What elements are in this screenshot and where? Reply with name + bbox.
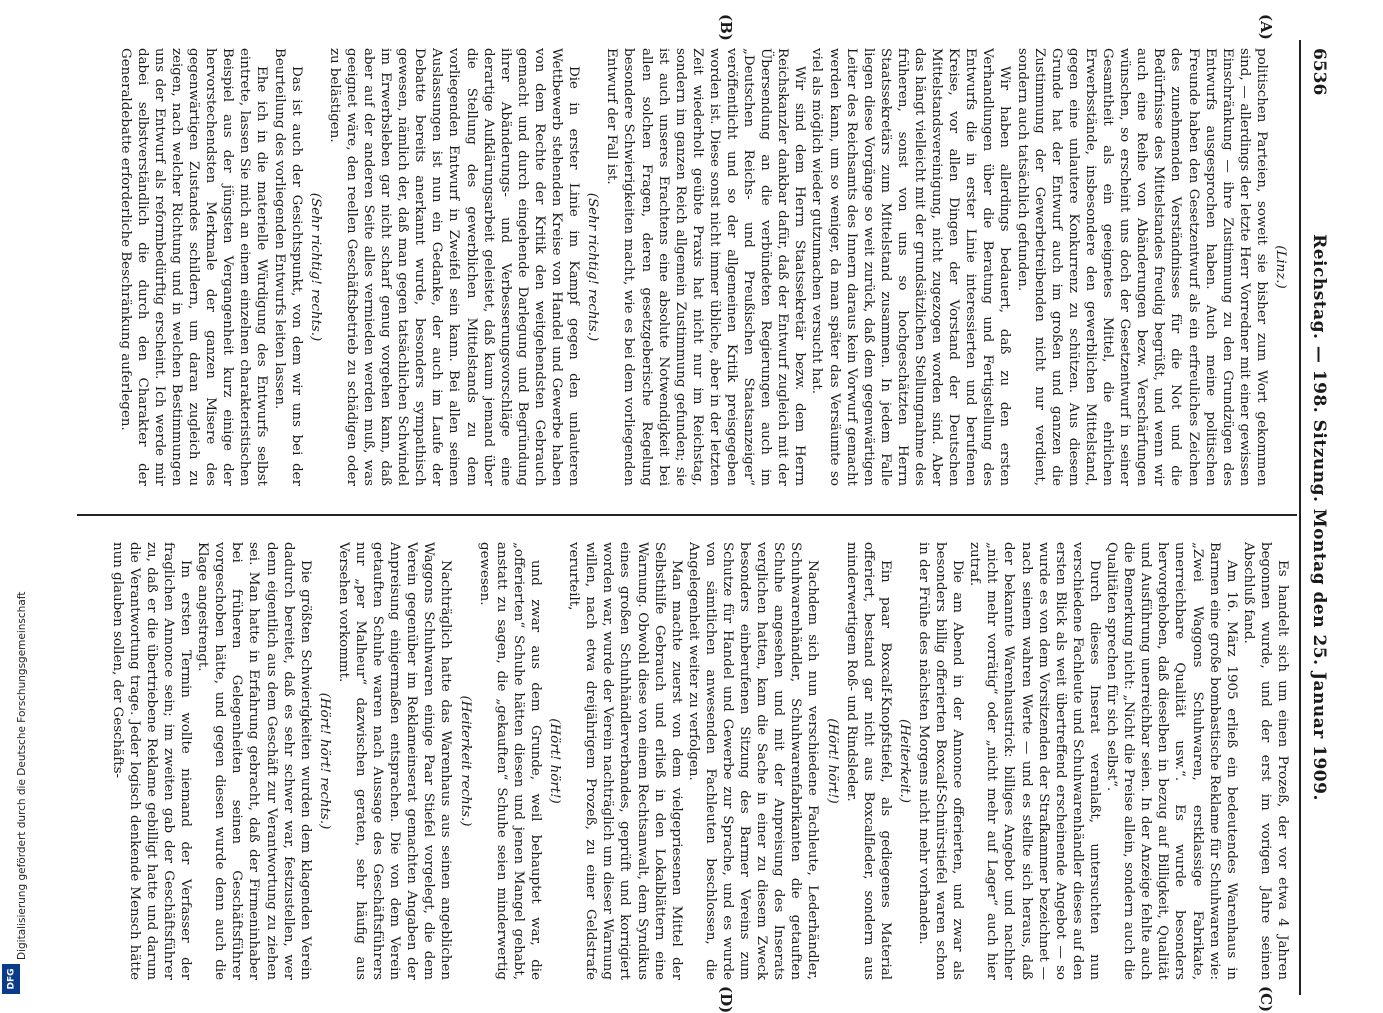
paragraph: Die größten Schwierigkeiten wurden dem klagenden Verein dadurch bereitet, daß es sehr schwer war, festzustellen, wer denn eigentlich aus dem Geschäft zur Verantwortung zu ziehen sei. Man hatte in Erfahrung gebracht, daß der Firmeninhaber bei früheren Gelegenheiten seinen Geschäftsführer vorgeschoben hätte, und gegen diesen wurde denn auch die Klage angestrengt. — [195, 542, 313, 980]
margin-letter-a: (A) — [1257, 14, 1275, 40]
interjection: (Hört! hört!) — [547, 718, 563, 804]
paragraph: Ein paar Boxcalf-Knopfstiefel, als gediegenes Material offeriert, bestand gar nicht aus Boxcalfleder, sondern aus minderwertigem Roß- und Rindsleder. — [843, 542, 893, 980]
margin-letter-b: (B) — [717, 14, 735, 41]
document-page — [65, 14, 1335, 1013]
interjection: (Heiterkeit rechts.) — [457, 695, 473, 827]
interjection: (Hört! hört!) — [824, 718, 840, 804]
paragraph: Nachdem sich nun verschiedene Fachleute, Lederhändler, Schuhwarenhändler, Schuhwarenfabrikanten die getauften Schuhe angesehen und mit der Anpreisung des Inserats verglichen hatten, kam die Sache in einer zu diesem Zweck besonders einberufenen Sitzung des Barmer Vereins zum Schutze für Handel und Gewerbe zur Sprache, und es wurde von sämtlichen anwesenden Fachleuten beschlossen, die Angelegenheit weiter zu verfolgen. — [685, 542, 821, 980]
paragraph: und zwar aus dem Grunde, weil behauptet war, die „offerierten“ Schuhe hätten diesen und jenen Mangel gehabt, anstatt zu sagen, die „gekauften“ Schuhe seien minderwertig gewesen. — [476, 542, 543, 980]
dfg-credit-text: Digitalisierung gefördert durch die Deutsche Forschungsgemeinschaft — [16, 591, 28, 960]
paragraph: Wir sind dem Herrn Staatssekretär bezw. dem Herrn Reichskanzler dankbar dafür, daß der Entwurf zugleich mit der Übersendung an die verbündeten Regierungen auch im „Deutschen Reichs- und Preußischen Staatsanzeiger“ veröffentlicht und so der allgemeinen Kritik preisgegeben worden ist. Diese sonst nicht immer übliche, aber in der letzten Zeit wiederholt geübte Praxis hat nicht nur im Reichstag, sondern im ganzen Reich allgemein Zustimmung gefunden; sie ist auch unseres Erachtens eine absolute Notwendigkeit bei allen solchen Fragen, deren gesetzgeberische Regelung besondere Schwierigkeiten macht, wie es bei dem vorliegenden Entwurf der Fall ist. — [604, 48, 808, 486]
left-column — [81, 48, 1291, 486]
paragraph: Nachträglich hatte das Warenhaus aus seinen angeblichen Waggons Schuhwaren einige Paar Stiefel vorgelegt, die dem Verein gegenüber im Reklameinserat gemachten Angaben der Anpreisung einigermaßen entsprachen. Die von dem Verein getauften Schuhe waren nach Aussage des Geschäftsführers nur „per Malheur“ dazwischen geraten, sehr häufig aus Versehen vorkommt. — [335, 542, 454, 980]
interjection: (Hört! hört! rechts.) — [316, 692, 332, 830]
paragraph: Wir haben allerdings bedauert, daß zu den ersten Verhandlungen über die Beratung und Fertigstellung des Entwurfs die in erster Linie interessierten und berufenen Kreise, vor allen Dingen der Vorstand der Deutschen Mittelstandsvereinigung, nicht zugezogen worden sind. Aber das hängt vielleicht mit der grundsätzlichen Stellungnahme des früheren, sonst von uns so hochgeschätzten Herrn Staatssekretärs zum Mittelstand zusammen. In jedem Falle liegen diese Vorgänge so weit zurück, daß dem gegenwärtigen Leiter des Reichsamts des Innern daraus kein Vorwurf gemacht werden kann, um so weniger, da man später das Versäumte so viel als möglich wieder gutzumachen versucht hat. — [809, 48, 1013, 486]
dfg-logo: DFG — [2, 964, 20, 994]
margin-letter-d: (D) — [717, 986, 735, 1013]
column-divider — [77, 514, 1297, 516]
paragraph: Die in erster Linie im Kampf gegen den unlauteren Wettbewerb stehenden Kreise von Handel und Gewerbe haben von dem Rechte der Kritik den weitgehendsten Gebrauch gemacht und durch eingehende Darlegung und Begründung ihrer Abänderungs- und Verbesserungsvorschläge eine derartige Aufklärungsarbeit geleistet, daß kaum jemand über die Stellung des gewerblichen Mittelstands zu dem vorliegenden Entwurf in Zweifel sein kann. Bei allen seinen Auslassungen ist nun ein Gedanke, der auch im Laufe der Debatte bereits anerkannt wurde, besonders sympathisch gewesen, nämlich der, daß man gegen tatsächlichen Schwindel im Erwerbsleben gar nicht scharf genug vorgehen kann, daß aber auf der anderen Seite alles vermieden werden muß, was geeignet wäre, den reellen Geschäftsbetrieb zu schädigen oder zu belästigen. — [326, 48, 582, 486]
interjection: (Heiterkeit.) — [896, 719, 912, 803]
paragraph: Am 16. März 1905 erließ ein bedeutendes Warenhaus in Barmen eine große bombastische Reklame für Schuhwaren wie: „Zwei Waggons Schuhwaren, erstklassige Fabrikate, unerreichbare Qualität usw.“. Es wurde besonders hervorgehoben, daß dieselben in bezug auf Billigkeit, Qualität und Ausführung unerreichbar seien. In der Anzeige fehlte auch die Bemerkung nicht: „Nicht die Preise allein, sondern auch die Qualitäten sprechen für sich selbst“. — [1104, 542, 1239, 980]
right-column — [81, 542, 1291, 980]
margin-letter-c: (C) — [1257, 986, 1275, 1013]
paragraph: Im ersten Termin wollte niemand der Verfasser der fraglichen Annonce sein; im zweiten gab der Geschäftsführer zu, daß er die übertriebene Reklame gebilligt hatte und darum die Verantwortung trage. Jeder logisch denkende Mensch hätte nun glauben sollen, der Geschäfts- — [109, 542, 194, 980]
paragraph: politischen Parteien, soweit sie bisher zum Wort gekommen sind, — allerdings der letzte Herr Vorredner mit einer gewissen Einschränkung — ihre Zustimmung zu den Grundzügen des Entwurfs ausgesprochen haben. Auch meine politischen Freunde haben den Gesetzentwurf als ein erfreuliches Zeichen des zunehmenden Verständnisses für die Not und die Bedürfnisse des Mittelstandes freudig begrüßt, und wenn wir auch eine Reihe von Abänderungen bezw. Verschärfungen wünschen, so erscheint uns doch der Gesetzentwurf in seiner Gesamtheit als ein geeignetes Mittel, die ehrlichen Erwerbsstände, insbesondere den gewerblichen Mittelstand, gegen eine unlautere Konkurrenz zu schützen. Aus diesem Grunde hat der Entwurf auch im großen und ganzen die Zustimmung der Gewerbetreibenden nicht nur verdient, sondern auch tatsächlich gefunden. — [1014, 48, 1269, 486]
paragraph: Ehe ich in die materielle Würdigung des Entwurfs selbst eintrete, lassen Sie mich an einem einzelnen charakteristischen Beispiel aus der jüngsten Vergangenheit kurz einige der hervorstechendsten Merkmale der ganzen Misere des gegenwärtigen Zustandes schildern, um daran zugleich zu zeigen, nach welcher Richtung und in welchen Bestimmungen uns der Entwurf als reformbedürftig erscheint. Ich werde mir dabei selbstverständlich die durch den Charakter der Generaldebatte erforderliche Beschränkung auferlegen. — [117, 48, 270, 486]
paragraph: Durch dieses Inserat veranlaßt, untersuchten nun verschiedene Fachleute und Schuhwarenhändler dieses auf den ersten Blick als weit übertreffend erscheinende Angebot — so wurde es von dem Vorsitzenden der Strafkammer bezeichnet — nach seinem wahren Werte — und es stellte sich heraus, daß der bekannte Warenhaustrick: billiges Angebot und nachher „nicht mehr vorrätig“ oder „nicht mehr auf Lager“ auch hier zutraf. — [967, 542, 1102, 980]
interjection: (Sehr richtig! rechts.) — [307, 192, 323, 342]
paragraph: Das ist auch der Gesichtspunkt, von dem wir uns bei der Beurteilung des vorliegenden Entwurfs leiten lassen. — [271, 48, 304, 486]
paragraph: Man machte zuerst von dem vielgepriesenen Mittel der Selbsthilfe Gebrauch und erließ in den Lokalblättern eine Warnung. Obwohl diese von einem Rechtsanwalt, dem Syndikus eines großen Schuhhändlerverbandes, geprüft und korrigiert worden war, wurde der Verein nachträglich um dieser Warnung willen, nach etwa dreijährigem Prozeß, zu einer Geldstrafe verurteilt, — [566, 542, 684, 980]
digitization-sidebar — [0, 0, 28, 1000]
page-number: 6536 — [1309, 48, 1329, 96]
running-title: Reichstag. — 198. Sitzung. Montag den 25. Januar 1909. — [1309, 234, 1329, 801]
paragraph: Es handelt sich um einen Prozeß, der vor etwa 4 Jahren begonnen wurde, und der erst im vorigen Jahre seinen Abschluß fand. — [1240, 542, 1290, 980]
paragraph: Die am Abend in der Annonce offerierten, und zwar als besonders billig offerierten Boxcalf-Schnürstiefel waren schon in der Frühe des nächsten Morgens nicht mehr vorhanden. — [916, 542, 966, 980]
speaker-tag: (Linz.) — [1273, 245, 1288, 289]
page-header — [1299, 40, 1335, 995]
interjection: (Sehr richtig! rechts.) — [585, 192, 601, 342]
